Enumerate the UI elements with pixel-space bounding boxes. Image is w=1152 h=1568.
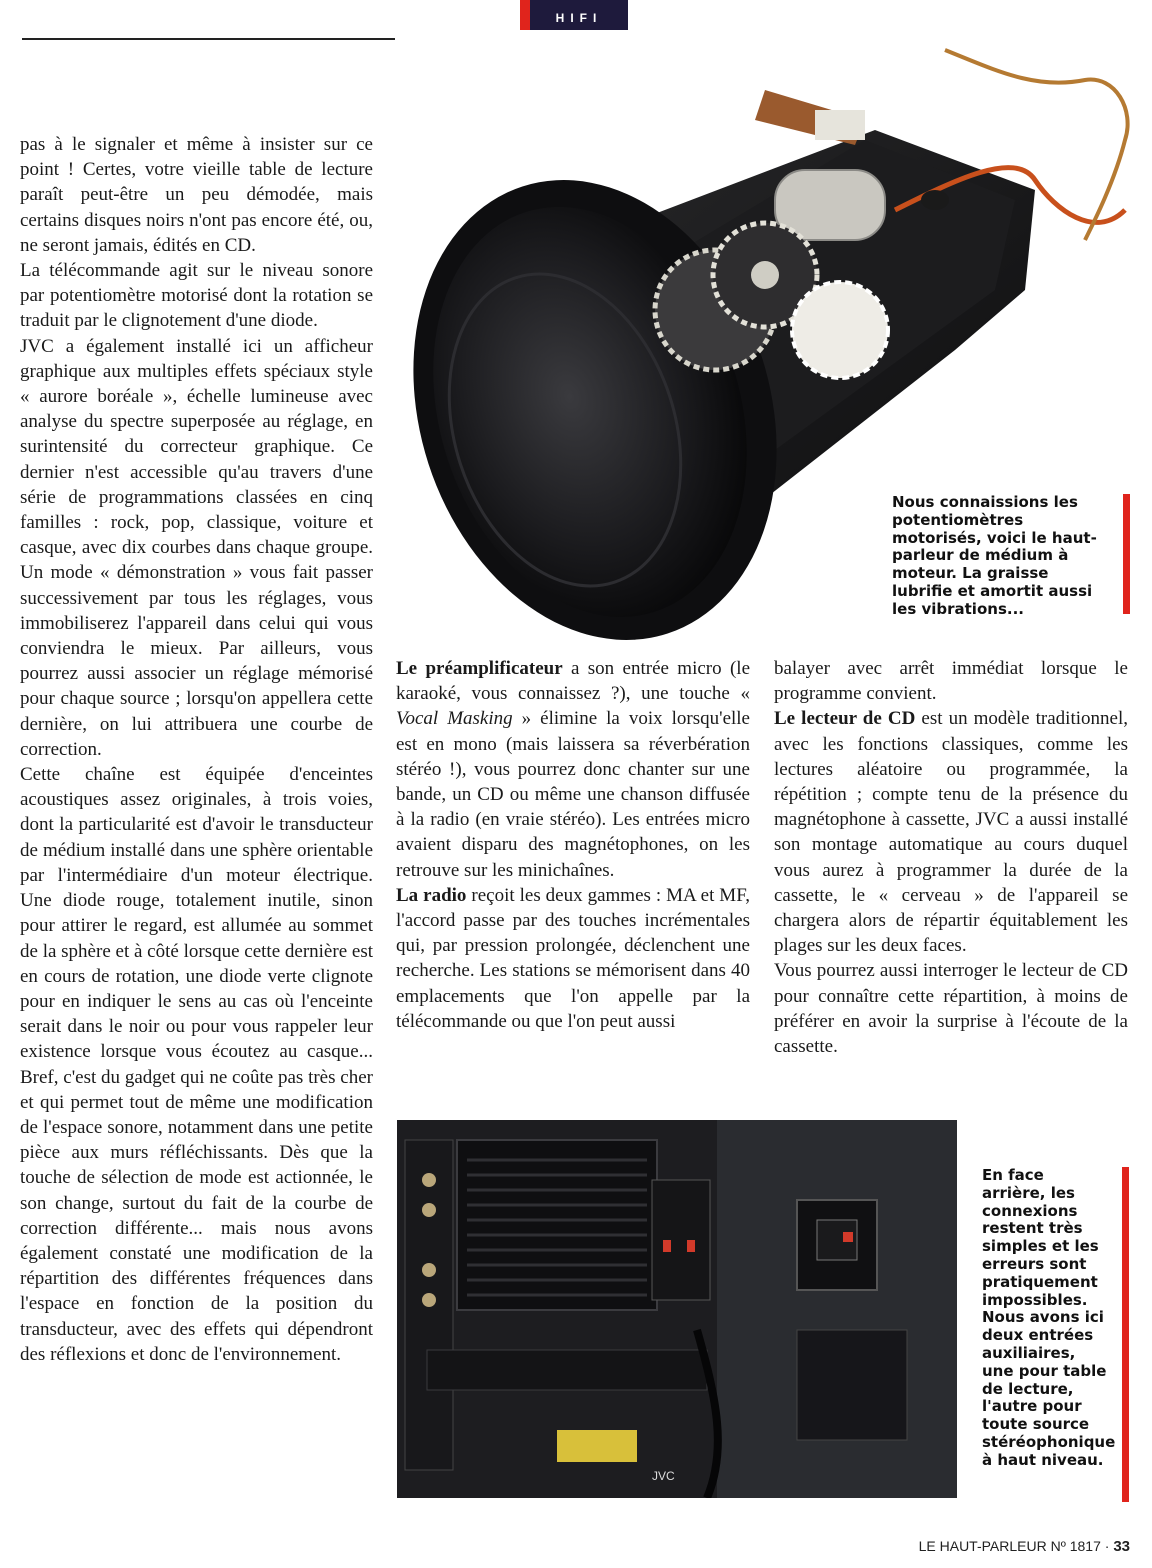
cd-heading: Le lecteur de CD [774, 708, 916, 730]
preamp-paragraph [396, 656, 750, 883]
radio-heading: La radio [396, 884, 467, 906]
page-number: 33 [1113, 1538, 1130, 1555]
column1-paragraph: JVC a également installé ici un afficheur graphique aux multiples effets spéciaux style « aurore boréale », échelle lumineuse avec analyse du spectre superposée au réglage, en surintensité du correcteur graphique. Ce dernier n'est accessible qu'au travers d'une série de programmations classées en cinq familles : rock, pop, classique, voiture et casque, avec dix courbes dans chaque groupe. Un mode « démonstration » vous fait passer successivement par tous les réglages, vous immobiliserez l'appareil dans celui qui vous conviendra le mieux. Par ailleurs, vous pourrez aussi associer un réglage mémorisé pour chaque source ; lorsqu'on appellera cette dernière, on lui attribuera une courbe de correction. [20, 335, 373, 760]
caption-top-accent-bar [1123, 494, 1130, 614]
text-column-2 [396, 656, 750, 1034]
page-footer [860, 1538, 1130, 1555]
footer-publication: LE HAUT-PARLEUR Nº 1817 · [918, 1538, 1114, 1554]
preamp-text-b: » élimine la voix lorsqu'elle est en mono (mais laissera sa réverbération stéréo !), vous pourrez donc chanter sur une bande, un CD ou même une chanson diffusée à la radio (en vraie stéréo). Les entrées micro avaient disparu des magnétophones, on les retrouve sur les minichaînes. [396, 708, 750, 881]
caption-top: Nous connaissions les potentiomètres motorisés, voici le haut-parleur de médium à moteur. La graisse lubrifie et amortit aussi les vibrations... [892, 493, 1097, 618]
column1-paragraph: pas à le signaler et même à insister sur ce point ! Certes, votre vieille table de lecture paraît peut-être un peu démodée, mais certains disques noirs n'ont pas encore été, ou, ne seront jamais, édités en CD. [20, 134, 373, 256]
text-column-3 [774, 656, 1128, 1059]
column1-paragraph: La télécommande agit sur le niveau sonore par potentiomètre motorisé dont la rotation se traduit par le clignotement d'une diode. [20, 260, 373, 332]
cd-text: est un modèle traditionnel, avec les fonctions classiques, comme les lectures aléatoire ou programmée, la répétition ; compte tenu de la présence du magnétophone à cassette, JVC a aussi installé son montage automatique au cours duquel vous aurez à programmer la durée de la cassette, le « cerveau » de l'appareil se chargera alors de répartir équitablement les plages sur les deux faces. [774, 708, 1128, 957]
rear-panel-photo [397, 1120, 957, 1498]
preamp-heading: Le préamplificateur [396, 658, 563, 679]
radio-text: reçoit les deux gammes : MA et MF, l'accord passe par des touches incrémentales qui, par pression prolongée, déclenchent une recherche. Les stations se mémorisent dans 40 emplacements que l'on appelle par la télécommande ou que l'on peut aussi [396, 884, 750, 1032]
rear-panel-brand: JVC [652, 1469, 675, 1483]
rear-panel-illustration [397, 1120, 957, 1498]
text-column-1 [20, 132, 373, 1367]
caption-bottom: En face arrière, les connexions restent très simples et les erreurs sont pratiquement impossibles. Nous avons ici deux entrées auxiliaires, une pour table de lecture, l'autre pour toute source stéréophonique à haut niveau. [982, 1166, 1116, 1469]
column1-paragraph: Cette chaîne est équipée d'enceintes acoustiques assez originales, à trois voies, dont la particularité est d'avoir le transducteur de médium installé dans une sphère orientable par l'intermédiaire d'un moteur électrique. Une diode rouge, totalement inutile, sinon pour attirer le regard, est allumée au sommet de la sphère et à côté lorsque cette dernière est en cours de rotation, une diode verte clignote pour en indiquer le sens au cas où l'enceinte serait dans le noir ou pour vous rappeler leur existence lorsque vous écoutez au casque... Bref, c'est du gadget qui ne coûte pas très cher et qui permet tout de même une modification de l'espace sonore, notamment dans une petite pièce aux murs réfléchissants. Dès que la touche de sélection de mode est actionnée, le son change, surtout du fait de la courbe de correction différente... mais nous avons également constaté une modification de la répartition des différentes fréquences dans l'espace en fonction de la position du transducteur, avec des effets qui dépendront des réflexions et donc de l'environnement. [20, 764, 373, 1365]
caption-bottom-accent-bar [1122, 1167, 1129, 1502]
radio-paragraph [396, 883, 750, 1034]
cd-paragraph [774, 706, 1128, 958]
vocal-masking-term: Vocal Masking [396, 708, 513, 730]
preamp-text-a: a son entrée micro (le karaoké, vous connaissez ?), une touche « [396, 658, 751, 705]
column3-outro: Vous pourrez aussi interroger le lecteur de CD pour connaître cette répartition, à moins de préférer en avoir la surprise à l'écoute de la cassette. [774, 960, 1128, 1058]
section-tab-label: HIFI [530, 0, 628, 40]
column3-intro: balayer avec arrêt immédiat lorsque le programme convient. [774, 658, 1128, 705]
